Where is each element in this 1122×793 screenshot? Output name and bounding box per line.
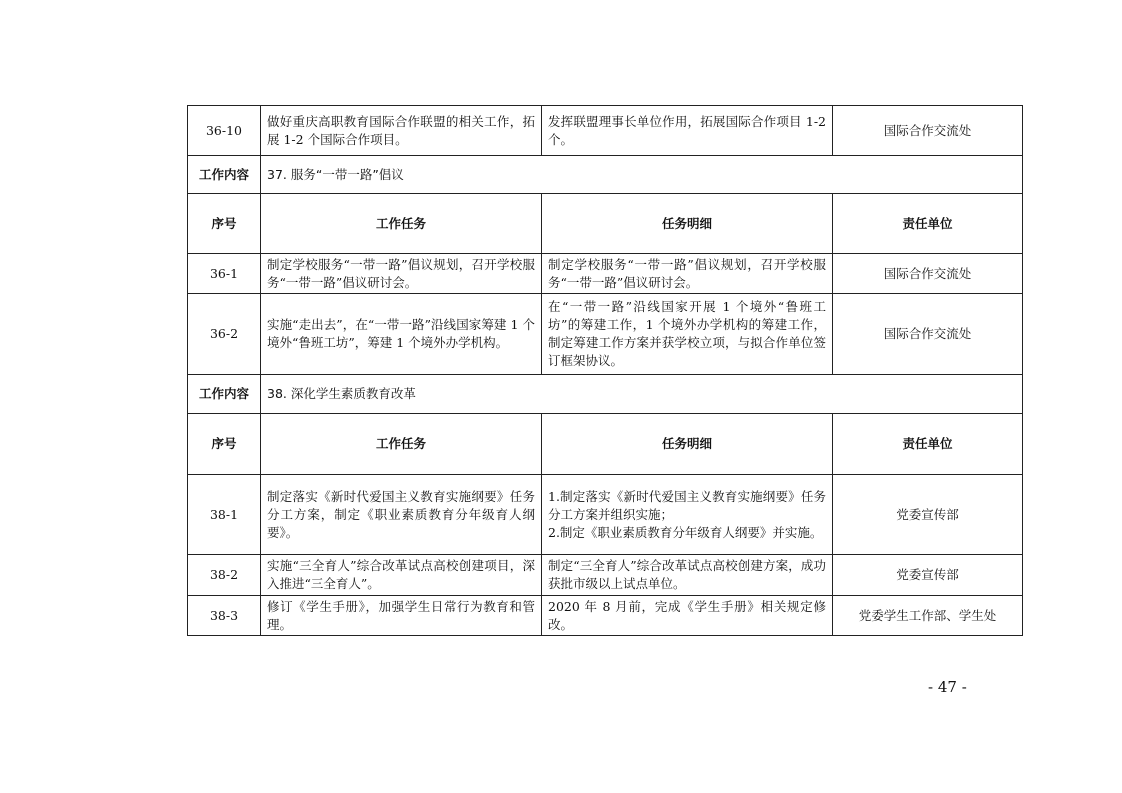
table-row [188,106,1023,156]
work-task-cell: 实施“走出去”，在“一带一路”沿线国家筹建 1 个境外“鲁班工坊”，筹建 1 个境外办学机构。 [261,294,542,375]
section-row [188,156,1023,194]
row-number: 36-1 [188,254,261,294]
row-number: 38-2 [188,555,261,596]
task-detail-line: 1.制定落实《新时代爱国主义教育实施纲要》任务分工方案并组织实施； [548,488,826,522]
row-number: 38-3 [188,596,261,636]
task-detail-line: 2.制定《职业素质教育分年级育人纲要》并实施。 [548,524,823,540]
table-row [188,294,1023,375]
header-detail: 任务明细 [542,194,833,254]
table-row [188,475,1023,555]
responsible-unit-cell: 国际合作交流处 [833,294,1023,375]
responsible-unit-cell: 国际合作交流处 [833,106,1023,156]
task-detail-cell: 2020 年 8 月前，完成《学生手册》相关规定修改。 [542,596,833,636]
section-row [188,375,1023,414]
header-task: 工作任务 [261,414,542,475]
work-task-cell: 修订《学生手册》，加强学生日常行为教育和管理。 [261,596,542,636]
work-task-cell: 制定学校服务“一带一路”倡议规划，召开学校服务“一带一路”倡议研讨会。 [261,254,542,294]
responsible-unit-cell: 党委宣传部 [833,475,1023,555]
row-number: 36-10 [188,106,261,156]
header-row [188,194,1023,254]
row-number: 38-1 [188,475,261,555]
work-task-cell: 实施“三全育人”综合改革试点高校创建项目，深入推进“三全育人”。 [261,555,542,596]
task-detail-cell: 发挥联盟理事长单位作用，拓展国际合作项目 1-2 个。 [542,106,833,156]
table-row [188,596,1023,636]
responsible-unit-cell: 国际合作交流处 [833,254,1023,294]
task-detail-cell [542,475,833,555]
section-title: 37. 服务“一带一路”倡议 [261,156,1023,194]
section-title: 38. 深化学生素质教育改革 [261,375,1023,414]
header-detail: 任务明细 [542,414,833,475]
header-unit: 责任单位 [833,194,1023,254]
responsible-unit-cell: 党委宣传部 [833,555,1023,596]
responsible-unit-cell: 党委学生工作部、学生处 [833,596,1023,636]
task-detail-cell: 制定“三全育人”综合改革试点高校创建方案，成功获批市级以上试点单位。 [542,555,833,596]
work-task-cell: 做好重庆高职教育国际合作联盟的相关工作，拓展 1-2 个国际合作项目。 [261,106,542,156]
section-label: 工作内容 [188,375,261,414]
table-row [188,254,1023,294]
header-number: 序号 [188,414,261,475]
work-plan-table [187,105,1023,636]
page-number: - 47 - [928,678,967,696]
header-task: 工作任务 [261,194,542,254]
task-detail-cell: 在“一带一路”沿线国家开展 1 个境外“鲁班工坊”的筹建工作，1 个境外办学机构的筹建工作，制定筹建工作方案并获学校立项，与拟合作单位签订框架协议。 [542,294,833,375]
header-unit: 责任单位 [833,414,1023,475]
header-number: 序号 [188,194,261,254]
table-row [188,555,1023,596]
header-row [188,414,1023,475]
row-number: 36-2 [188,294,261,375]
work-task-cell: 制定落实《新时代爱国主义教育实施纲要》任务分工方案，制定《职业素质教育分年级育人纲要》。 [261,475,542,555]
section-label: 工作内容 [188,156,261,194]
task-detail-cell: 制定学校服务“一带一路”倡议规划，召开学校服务“一带一路”倡议研讨会。 [542,254,833,294]
